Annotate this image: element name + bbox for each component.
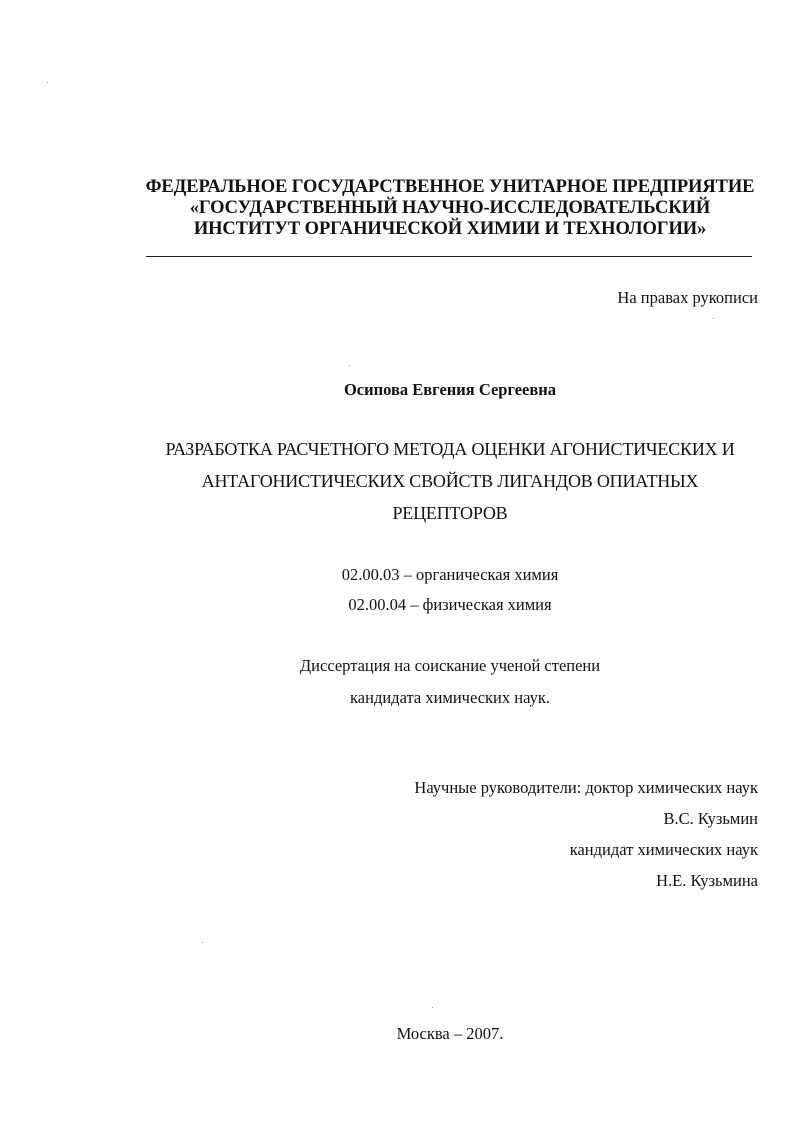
organization-header — [130, 177, 770, 240]
title-line-1: РАЗРАБОТКА РАСЧЕТНОГО МЕТОДА ОЦЕНКИ АГОНИСТИЧЕСКИХ И — [165, 439, 735, 459]
organization-line-3: ИНСТИТУТ ОРГАНИЧЕСКОЙ ХИМИИ И ТЕХНОЛОГИИ» — [193, 219, 707, 239]
organization-line-1: ФЕДЕРАЛЬНОЕ ГОСУДАРСТВЕННОЕ УНИТАРНОЕ ПРЕДПРИЯТИЕ — [145, 177, 755, 197]
title-line-2: АНТАГОНИСТИЧЕСКИХ СВОЙСТВ ЛИГАНДОВ ОПИАТНЫХ — [201, 471, 699, 491]
specialty-organic: 02.00.03 – органическая химия — [341, 565, 559, 584]
degree-line-1: Диссертация на соискание ученой степени — [299, 656, 601, 675]
place-year: Москва – 2007. — [396, 1024, 504, 1043]
supervisor-name-1: В.С. Кузьмин — [663, 809, 758, 828]
degree-line-2: кандидата химических наук. — [350, 688, 550, 707]
author-name: Осипова Евгения Сергеевна — [343, 380, 557, 399]
organization-line-2: «ГОСУДАРСТВЕННЫЙ НАУЧНО-ИССЛЕДОВАТЕЛЬСКИЙ — [189, 198, 711, 218]
supervisor-name-2: Н.Е. Кузьмина — [656, 871, 758, 890]
scan-speck — [349, 365, 350, 366]
supervisors-line-3: кандидат химических наук — [569, 840, 758, 859]
scan-speck — [432, 1007, 433, 1008]
scan-speck — [202, 942, 203, 943]
specialty-physical: 02.00.04 – физическая химия — [348, 595, 552, 614]
header-divider — [146, 256, 752, 257]
supervisors-line-1: Научные руководители: доктор химических наук — [414, 778, 758, 797]
scan-speck — [713, 318, 714, 319]
scan-speck — [47, 82, 48, 83]
manuscript-note: На правах рукописи — [617, 288, 758, 307]
title-line-3: РЕЦЕПТОРОВ — [392, 503, 508, 523]
